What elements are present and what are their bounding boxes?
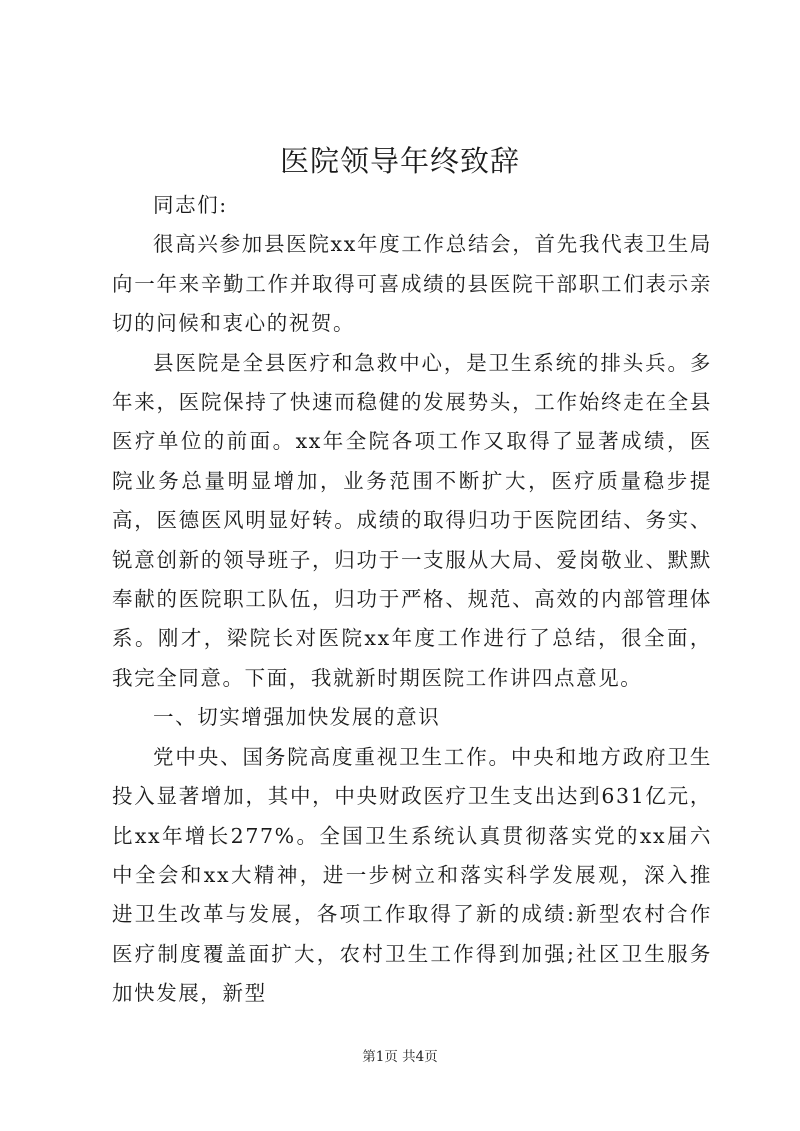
document-title: 医院领导年终致辞 [279, 144, 520, 178]
document-body [112, 186, 712, 1014]
section-heading-1: 一、切实增强加快发展的意识 [153, 705, 441, 730]
paragraph-opening: 很高兴参加县医院xx年度工作总结会，首先我代表卫生局向一年来辛勤工作并取得可喜成绩的县医院干部职工们表示亲切的问候和衷心的祝贺。 [112, 232, 712, 336]
page-footer: 第1页 共4页 [362, 1049, 438, 1065]
paragraph-national-context: 党中央、国务院高度重视卫生工作。中央和地方政府卫生投入显著增加，其中，中央财政医疗卫生支出达到631亿元，比xx年增长277%。全国卫生系统认真贯彻落实党的xx届六中全会和xx大精神，进一步树立和落实科学发展观，深入推进卫生改革与发展，各项工作取得了新的成绩:新型农村合作医疗制度覆盖面扩大，农村卫生工作得到加强;社区卫生服务加快发展，新型 [112, 744, 712, 1006]
salutation: 同志们: [153, 193, 228, 217]
paragraph-achievements: 县医院是全县医疗和急救中心，是卫生系统的排头兵。多年来，医院保持了快速而稳健的发展势头，工作始终走在全县医疗单位的前面。xx年全院各项工作又取得了显著成绩，医院业务总量明显增加，业务范围不断扩大，医疗质量稳步提高，医德医风明显好转。成绩的取得归功于医院团结、务实、锐意创新的领导班子，归功于一支服从大局、爱岗敬业、默默奉献的医院职工队伍，归功于严格、规范、高效的内部管理体系。刚才，梁院长对医院xx年度工作进行了总结，很全面，我完全同意。下面，我就新时期医院工作讲四点意见。 [112, 350, 712, 690]
